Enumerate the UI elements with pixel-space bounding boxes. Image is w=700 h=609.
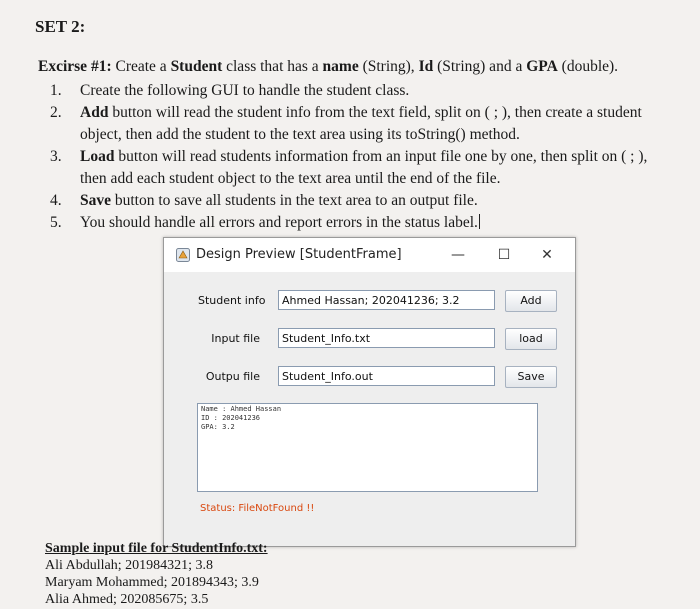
close-button[interactable]: ✕: [541, 247, 553, 263]
sample-line: Maryam Mohammed; 201894343; 3.9: [45, 575, 259, 590]
input-file-field[interactable]: Student_Info.txt: [278, 328, 495, 348]
text-cursor: [479, 214, 481, 229]
minimize-button[interactable]: —: [451, 247, 465, 263]
sample-line: Alia Ahmed; 202085675; 3.5: [45, 592, 209, 607]
input-file-label: Input file: [211, 332, 260, 345]
student-frame-window: [163, 237, 576, 547]
app-icon: [176, 248, 190, 262]
text-area-line: GPA: 3.2: [201, 423, 235, 431]
text-area-line: Name : Ahmed Hassan: [201, 405, 282, 413]
output-file-field[interactable]: Student_Info.out: [278, 366, 495, 386]
sample-line: Ali Abdullah; 201984321; 3.8: [45, 558, 213, 573]
student-info-input[interactable]: Ahmed Hassan; 202041236; 3.2: [278, 290, 495, 310]
title-bar: [164, 238, 575, 272]
window-title: Design Preview [StudentFrame]: [196, 247, 402, 262]
add-button[interactable]: Add: [505, 290, 557, 312]
exercise-intro: Excirse #1: Create a Student class that has a name (String), Id (String) and a GPA (double).: [38, 58, 619, 75]
maximize-button[interactable]: ☐: [497, 247, 511, 263]
student-info-label: Student info: [198, 294, 266, 307]
status-label: Status: FileNotFound !!: [200, 503, 315, 514]
output-file-label: Outpu file: [205, 370, 260, 383]
set-title: SET 2:: [35, 17, 86, 36]
document-page: SET 2: Excirse #1: Create a Student class that has a name (String), Id (String) and a GPA (double). 1. Create the following GUI to handle the student class. 2. Add button will read the student info from the text field, split on ( ; ), then create a student object, then add the student to the text area using its toString() method. 3. Load button will read students information from an input file one by one, then split on ( ; ), then add each student object to the text area until the end of the file. 4. Save button to save all students in the text area to an output file. 5. You should handle all errors and report errors in the status label. Design Preview [StudentFrame] — ☐ ✕ Student info Ahmed Hassan; 202041236; 3.2 Add Input file Student_Info.txt load Outpu file Student_Info.out Save Name : Ahmed Hassan ID : 202041236 GPA: 3.2 Status: FileNotFound !! Sample input file for StudentInfo.txt: Ali Abdullah; 201984321; 3.8 Maryam Mohammed; 201894343; 3.9 Alia Ahmed; 202085675; 3.5: [35, 17, 648, 607]
sample-heading: Sample input file for StudentInfo.txt:: [45, 541, 268, 556]
load-button[interactable]: load: [505, 328, 557, 350]
text-area-line: ID : 202041236: [201, 414, 261, 422]
students-text-area[interactable]: [197, 403, 538, 492]
save-button[interactable]: Save: [505, 366, 557, 388]
